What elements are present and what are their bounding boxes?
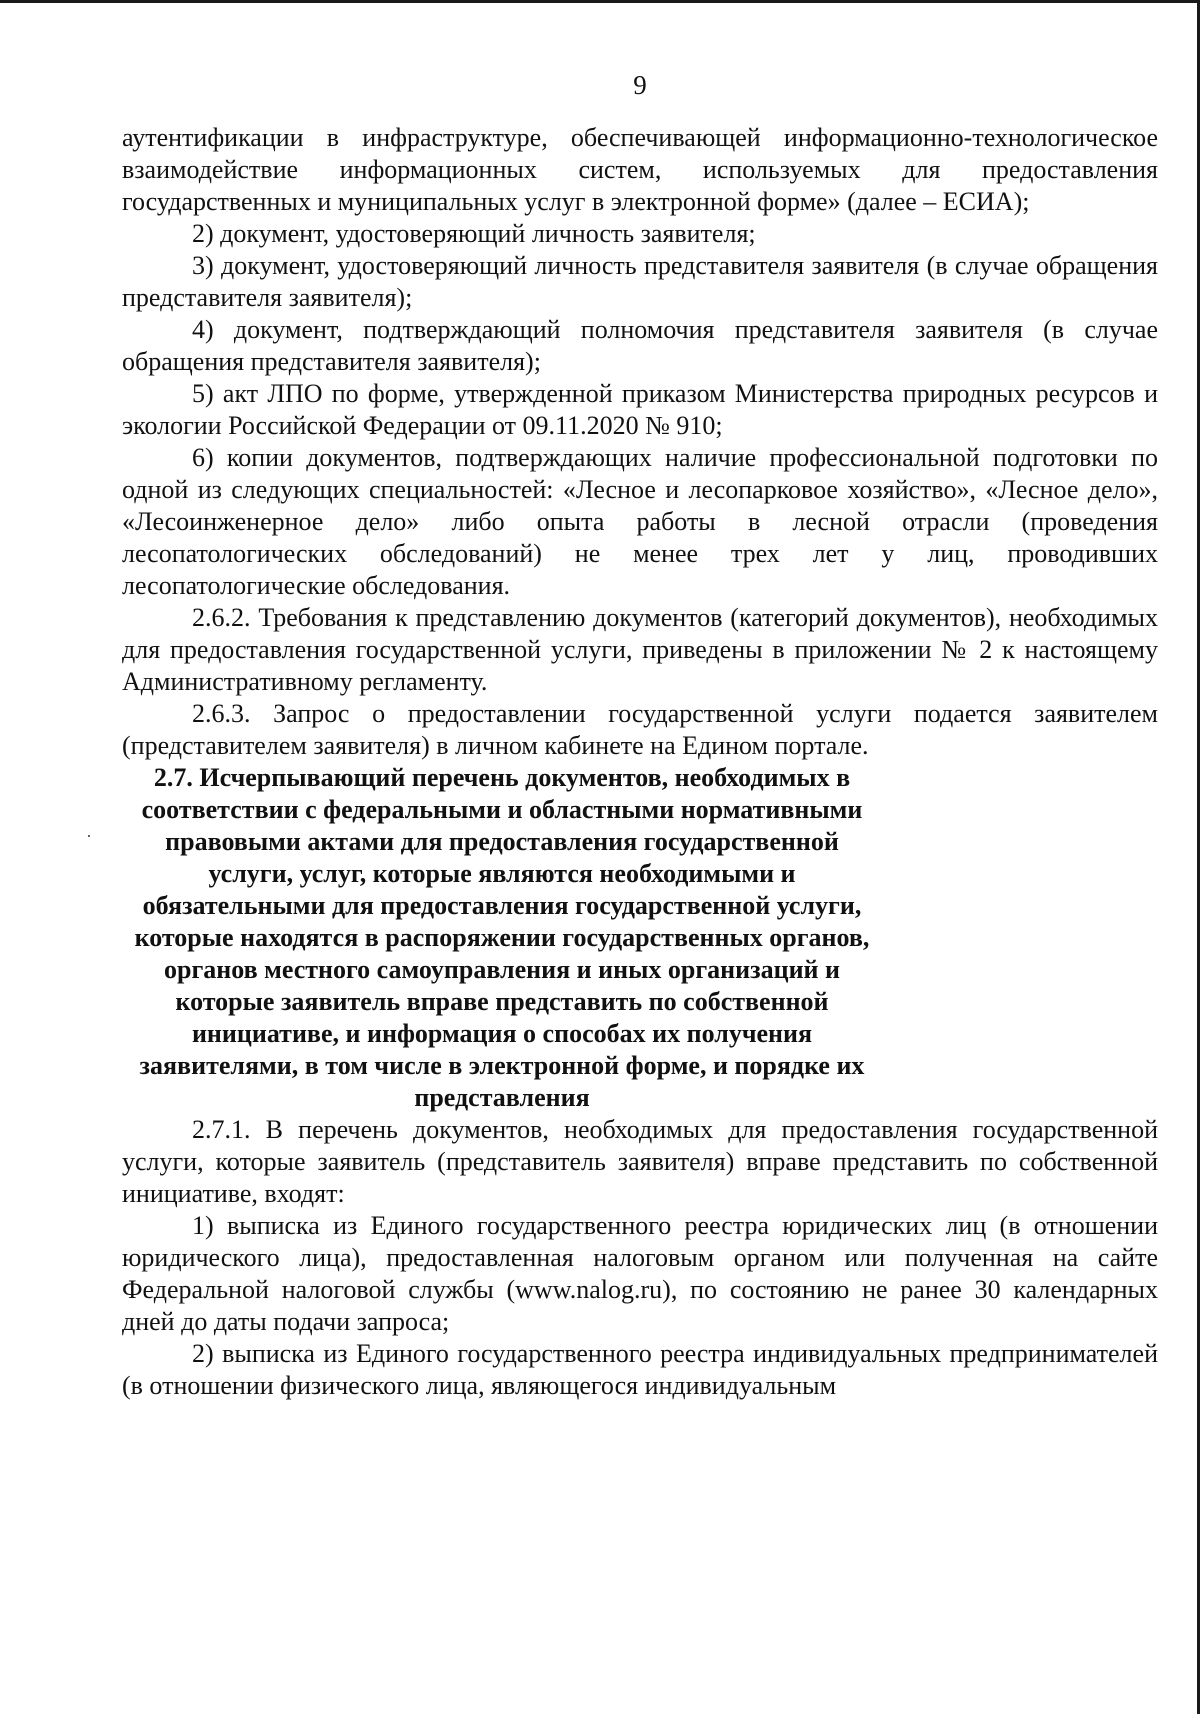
- paragraph-2-7-1: 2.7.1. В перечень документов, необходимых для предоставления государственной услуги, которые заявитель (представитель заявителя) вправе представить по собственной инициативе, входят:: [122, 1115, 1158, 1208]
- paragraph-esia-continuation: аутентификации в инфраструктуре, обеспечивающей информационно-технологическое взаимодействие информационных систем, используемых для предоставления государственных и муниципальных услуг в электронной форме» (далее – ЕСИА);: [122, 123, 1158, 216]
- list-item-2: 2) документ, удостоверяющий личность заявителя;: [192, 219, 756, 248]
- section-heading-2-7: 2.7. Исчерпывающий перечень документов, необходимых в соответствии с федеральными и областными нормативными правовыми актами для предоставления государственной услуги, услуг, которые являются необходимыми и обязательными для предоставления государственной услуги, которые находятся в распоряжении государственных органов, органов местного самоуправления и иных организаций и которые заявитель вправе представить по собственной инициативе, и информация о способах их получения заявителями, в том числе в электронной форме, и порядке их представления: [134, 763, 870, 1112]
- page-number: 9: [633, 70, 647, 100]
- list-item-6: 6) копии документов, подтверждающих наличие профессиональной подготовки по одной из следующих специальностей: «Лесное и лесопарковое хозяйство», «Лесное дело», «Лесоинженерное дело» либо опыта работы в лесной отрасли (проведения лесопатологических обследований) не менее трех лет у лиц, проводивших лесопатологические обследования.: [122, 443, 1158, 600]
- list-item-egrul: 1) выписка из Единого государственного реестра юридических лиц (в отношении юридического лица), предоставленная налоговым органом или полученная на сайте Федеральной налоговой службы (www.nalog.ru), по состоянию не ранее 30 календарных дней до даты подачи запроса;: [122, 1211, 1158, 1336]
- paragraph-2-6-2: 2.6.2. Требования к представлению документов (категорий документов), необходимых для предоставления государственной услуги, приведены в приложении № 2 к настоящему Административному регламенту.: [122, 603, 1158, 696]
- list-item-5: 5) акт ЛПО по форме, утвержденной приказом Министерства природных ресурсов и экологии Российской Федерации от 09.11.2020 № 910;: [122, 379, 1158, 440]
- scan-top-edge: [0, 0, 1200, 3]
- document-body: [122, 122, 1158, 1402]
- list-item-4: 4) документ, подтверждающий полномочия представителя заявителя (в случае обращения представителя заявителя);: [122, 315, 1158, 376]
- list-item-3: 3) документ, удостоверяющий личность представителя заявителя (в случае обращения представителя заявителя);: [122, 251, 1158, 312]
- scan-speck: [88, 835, 90, 837]
- list-item-egrip: 2) выписка из Единого государственного реестра индивидуальных предпринимателей (в отношении физического лица, являющегося индивидуальным: [122, 1339, 1158, 1400]
- paragraph-2-6-3: 2.6.3. Запрос о предоставлении государственной услуги подается заявителем (представителем заявителя) в личном кабинете на Едином портале.: [122, 699, 1158, 760]
